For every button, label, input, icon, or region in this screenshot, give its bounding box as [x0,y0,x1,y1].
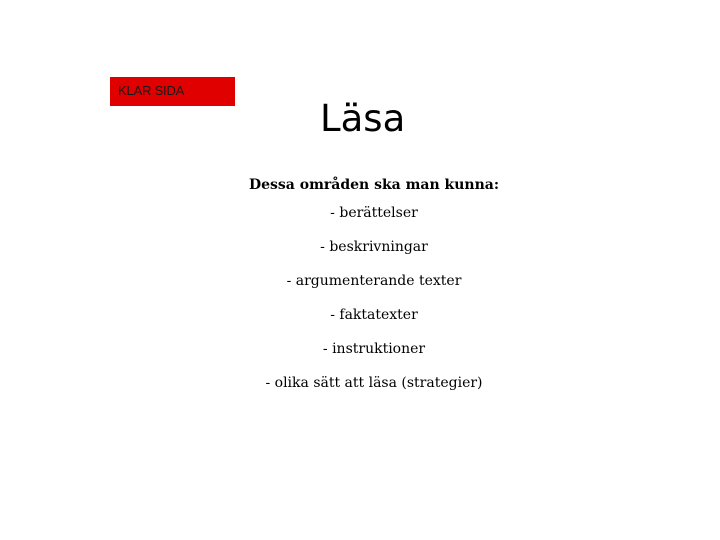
slide-content [150,172,598,393]
list-item: - olika sätt att läsa (strategier) [265,375,483,391]
list-item: - faktatexter [330,307,418,323]
status-badge [110,77,235,106]
list-item: - berättelser [330,205,418,221]
list-item: - beskrivningar [320,239,428,255]
content-heading: Dessa områden ska man kunna: [248,177,500,193]
slide-title: Läsa [320,97,406,140]
list-item: - argumenterande texter [286,273,462,289]
list-item: - instruktioner [322,341,426,357]
status-badge-label: KLAR SIDA [118,83,185,98]
topic-list [150,203,598,393]
